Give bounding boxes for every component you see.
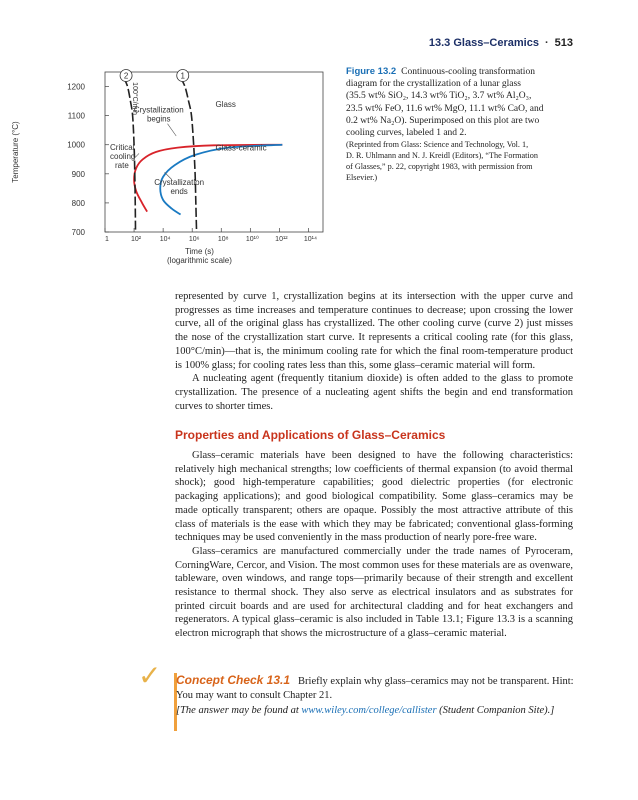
rate-label: 100°C/min [130, 82, 138, 115]
y-tick-label: 1200 [67, 82, 85, 92]
chart-curves [124, 78, 282, 232]
checkmark-icon: ✓ [138, 659, 162, 692]
figure-label: Figure 13.2 [346, 66, 397, 77]
caption-line: diagram for the crystallization of a lunar glass [346, 79, 521, 90]
y-tick-label: 1100 [67, 111, 85, 121]
y-axis-label: Temperature (°C) [11, 121, 20, 183]
credit-line: (Reprinted from Glass: Science and Technology, Vol. 1, [346, 140, 529, 150]
chart-axes [11, 72, 323, 265]
concept-answer [176, 705, 578, 716]
paragraph: A nucleating agent (frequently titanium dioxide) is often added to the glass to promote crystallization. The presence of a nucleating agent shifts the begin and end transformation curves to shorter times. [175, 373, 573, 412]
caption-line: (35.5 wt% SiO₂, 14.3 wt% TiO₂, 3.7 wt% Al₂O₃, [346, 91, 532, 102]
critical-label-1: Critical [110, 142, 135, 152]
critical-label-2: cooling [110, 151, 136, 161]
figure-caption [346, 66, 584, 183]
begins-label-1: Crystallization [133, 105, 184, 115]
x-tick-label: 10¹² [275, 236, 288, 243]
paragraph: Glass–ceramic materials have been designed to have the following characteristics: relatively high mechanical strengths; low coefficients of thermal expansion (to avoid thermal shock); good high-temperature capabilities; good dielectric properties (for electronic packaging applications); and good biological compatibility. Some glass–ceramics may be made optically transparent; others are opaque. Possibly the most attractive attribute of this class of materials is the ease with which they may be fabricated; conventional glass-forming techniques may be used conveniently in the mass production of nearly pore-free ware. [175, 450, 573, 544]
paragraph: represented by curve 1, crystallization begins at its intersection with the upper curve and progresses as time increases and temperature continues to decrease; upon crossing the lower curve, all of the original glass has crystallized. The other cooling curve (curve 2) just misses the nose of the crystallization start curve. It represents a critical cooling rate (for this glass, 100°C/min)—that is, the minimum cooling rate for which the final room-temperature product is 100% glass; for cooling rates less than this, some glass–ceramic material will form. [175, 291, 573, 371]
x-tick-label: 10⁸ [217, 236, 229, 243]
answer-link[interactable]: www.wiley.com/college/callister [301, 705, 437, 716]
y-tick-label: 1000 [67, 140, 85, 150]
glass-label: Glass [215, 99, 236, 109]
x-tick-label: 10⁴ [159, 236, 171, 243]
section-title: 13.3 Glass–Ceramics [428, 37, 539, 49]
header-separator: · [544, 37, 549, 49]
credit-line: Elsevier.) [346, 173, 378, 183]
y-tick-label: 800 [71, 198, 85, 208]
body-text-bottom [175, 449, 573, 641]
glass-ceramic-label: Glass-ceramic [215, 143, 267, 153]
series-cooling-curve-1 [181, 78, 197, 232]
begins-leader [167, 124, 176, 136]
y-tick-label: 700 [71, 228, 85, 237]
x-tick-label: 10² [131, 236, 142, 243]
ends-label-2: ends [170, 186, 188, 196]
paragraph: Glass–ceramics are manufactured commercially under the trade names of Pyroceram, CorningWare, Cercor, and Vision. The most common uses for these materials are as ovenware, tableware, oven windows, and range tops—primarily because of their strength and excellent resistance to thermal shock. They also serve as electrical insulators and as substrates for printed circuit boards and are used for architectural cladding and for heat exchangers and regenerators. A typical glass–ceramic is also included in Table 13.1; Figure 13.3 is a scanning electron micrograph that shows the microstructure of a glass–ceramic material. [175, 545, 573, 640]
section-heading: Properties and Applications of Glass–Ceramics [175, 428, 446, 442]
credit-line: of Glasses,” p. 22, copyright 1983, with permission from [346, 162, 533, 172]
answer-prefix: [The answer may be found at [176, 705, 299, 716]
x-tick-label: 10⁶ [188, 236, 200, 243]
caption-line: 23.5 wt% FeO, 11.6 wt% MgO, 11.1 wt% CaO, and [346, 103, 544, 114]
curve-1-marker-number: 1 [180, 71, 185, 81]
x-tick-label: 10¹⁰ [245, 236, 259, 243]
begins-label-2: begins [146, 114, 171, 124]
critical-label-3: rate [115, 160, 129, 170]
caption-line: Continuous-cooling transformation [401, 67, 535, 77]
concept-title: Concept Check 13.1 [176, 673, 291, 687]
curve-1-marker [177, 69, 189, 81]
curve-2-marker-number: 2 [123, 71, 129, 81]
y-tick-label: 900 [71, 169, 85, 179]
body-text-top [175, 290, 573, 413]
x-tick-label: 10¹⁴ [303, 236, 318, 243]
concept-question-text: Briefly explain why glass–ceramics may not be transparent. Hint: You may want to consult Chapter 21. [176, 676, 574, 701]
x-axis-sublabel: (logarithmic scale) [167, 256, 232, 265]
caption-line: cooling curves, labeled 1 and 2. [346, 128, 467, 139]
ends-label-1: Crystallization [154, 177, 205, 187]
x-tick-label: 1 [105, 236, 109, 243]
cct-diagram [0, 60, 330, 275]
caption-line: 0.2 wt% Na₂O). Superimposed on this plot are two [346, 115, 540, 126]
page-number: 513 [554, 37, 573, 49]
concept-question [176, 674, 578, 702]
figure-credit [346, 139, 584, 183]
curve-2-marker [120, 69, 132, 81]
x-axis-label: Time (s) [184, 247, 214, 256]
running-head [0, 37, 573, 49]
answer-suffix: (Student Companion Site).] [439, 705, 555, 716]
credit-line: D. R. Uhlmann and N. J. Kreidl (Editors), “The Formation [346, 151, 538, 161]
